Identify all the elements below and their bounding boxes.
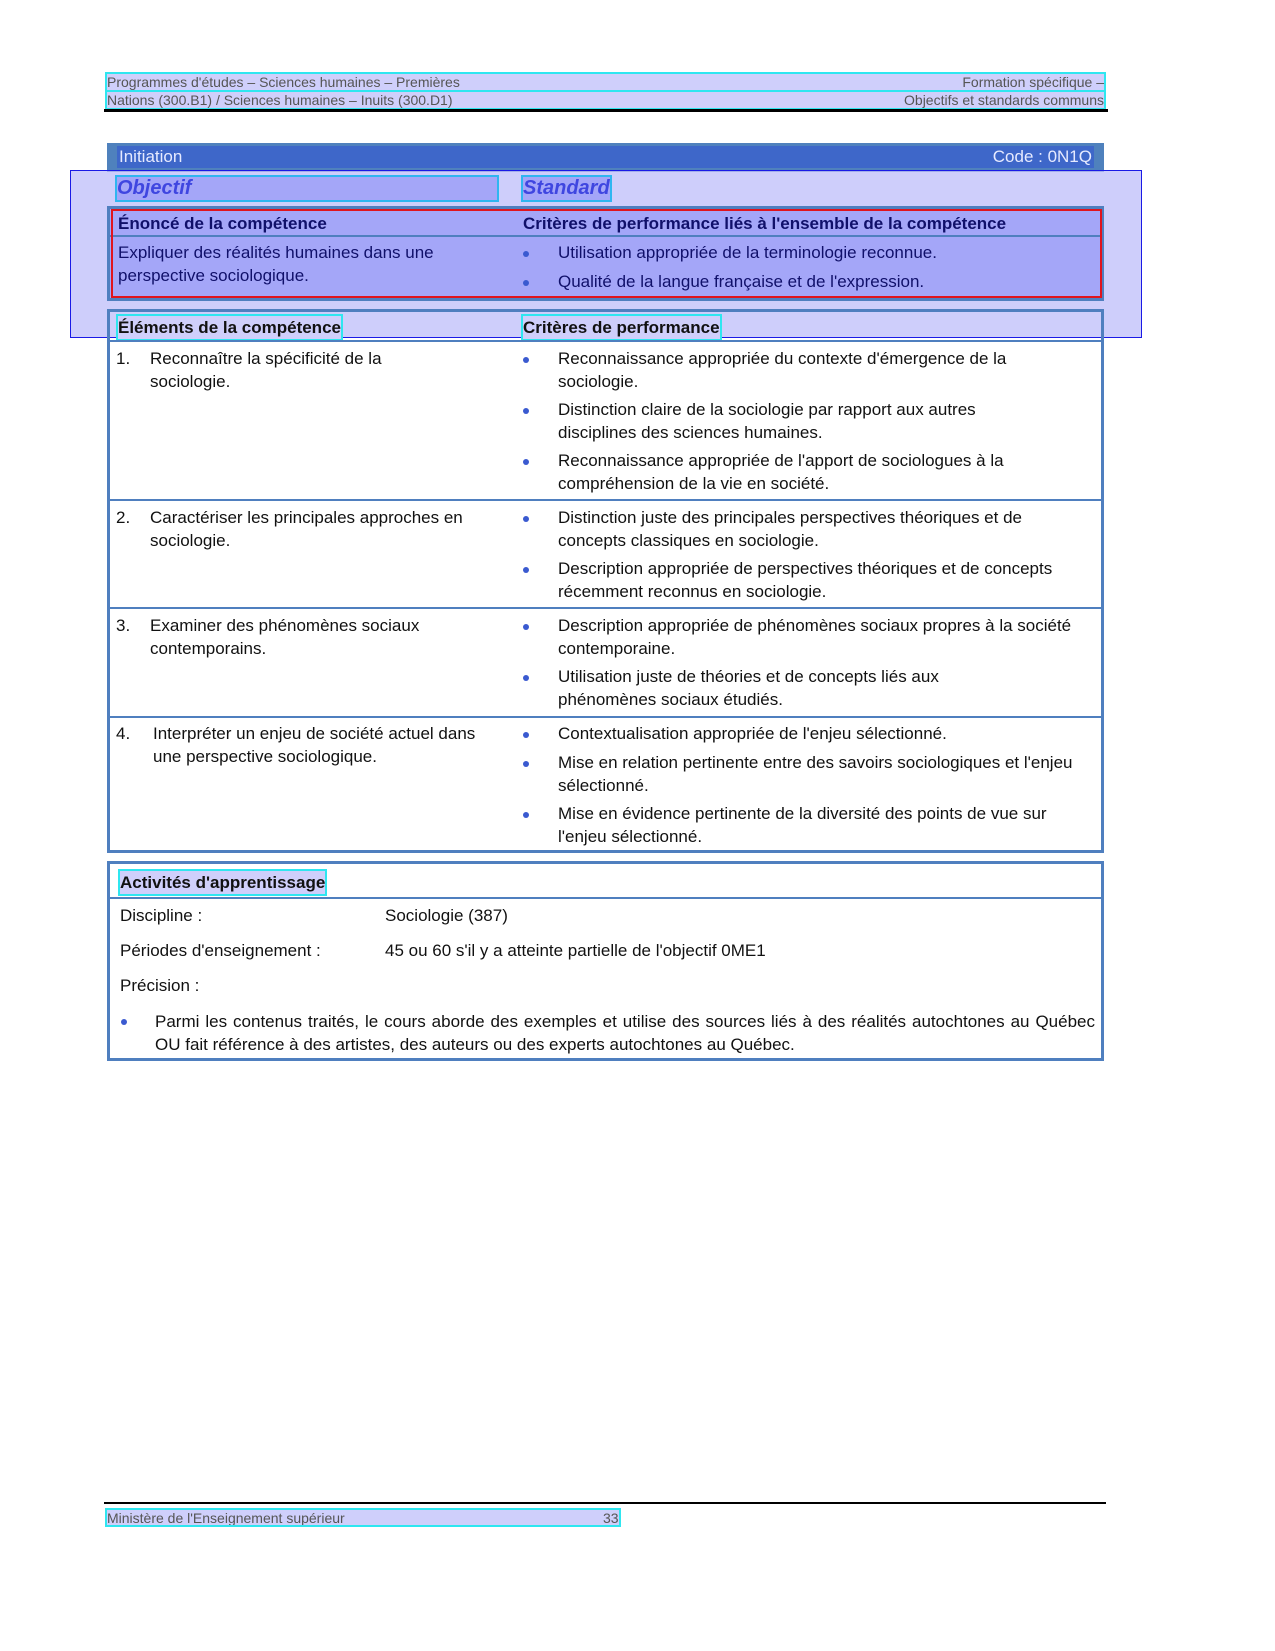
element-text: Examiner des phénomènes sociaux contemporains. [150,616,420,658]
criterion: Contextualisation appropriée de l'enjeu sélectionné. [558,724,947,743]
precision-label: Précision : [120,976,200,995]
criterion: Mise en évidence pertinente de la diversité des points de vue sur l'enjeu sélectionné. [558,804,1047,846]
element-text: Reconnaître la spécificité de la sociologie. [150,349,382,391]
criteria-heading: Critères de performance [523,318,720,337]
course-code: Code : 0N1Q [992,147,1092,166]
header-line-1 [107,74,1104,90]
element-text: Interpréter un enjeu de société actuel dans une perspective sociologique. [153,724,476,766]
discipline-label: Discipline : [120,906,203,925]
element-number: 4. [116,724,131,743]
course-banner [107,143,1104,172]
standard-label: Standard [523,177,610,199]
element-text: Caractériser les principales approches en sociologie. [150,508,463,550]
activities-heading: Activités d'apprentissage [120,873,326,892]
criterion: Reconnaissance appropriée de l'apport de sociologues à la compréhension de la vie en société. [558,451,1004,493]
periods-value: 45 ou 60 s'il y a atteinte partielle de l'objectif 0ME1 [385,941,766,960]
discipline-value: Sociologie (387) [385,906,508,925]
precision-text: Parmi les contenus traités, le cours aborde des exemples et utilise des sources liés à des réalités autochtones au Québec OU fait référence à des artistes, des auteurs ou des experts autochtones au Québec. [155,1012,1095,1054]
header-formation: Formation spécifique – [962,74,1104,90]
course-title: Initiation [119,147,183,166]
competence-criteria-heading: Critères de performance liés à l'ensemble de la compétence [523,214,1007,233]
criterion: Distinction claire de la sociologie par rapport aux autres disciplines des sciences humaines. [558,400,976,442]
activities-box [107,861,1104,1061]
criterion: Reconnaissance appropriée du contexte d'émergence de la sociologie. [558,349,1007,391]
header-program-codes: Nations (300.B1) / Sciences humaines – Inuits (300.D1) [107,92,453,108]
header-rule [104,109,1108,112]
page-number: 33 [603,1510,619,1526]
footer-rule [104,1502,1106,1504]
competence-statement: Expliquer des réalités humaines dans une perspective sociologique. [118,243,434,285]
criterion: Description appropriée de perspectives théoriques et de concepts récemment reconnus en sociologie. [558,559,1053,601]
header-section: Objectifs et standards communs [904,92,1104,108]
competence-criterion: Qualité de la langue française et de l'expression. [558,272,925,291]
criterion: Mise en relation pertinente entre des savoirs sociologiques et l'enjeu sélectionné. [558,753,1073,795]
competence-heading: Énoncé de la compétence [118,214,327,233]
competence-criterion: Utilisation appropriée de la terminologie reconnue. [558,243,937,262]
periods-label: Périodes d'enseignement : [120,941,321,960]
criterion: Description appropriée de phénomènes sociaux propres à la société contemporaine. [558,616,1072,658]
elements-heading: Éléments de la compétence [118,318,341,337]
elements-table [107,309,1104,853]
criterion: Utilisation juste de théories et de concepts liés aux phénomènes sociaux étudiés. [558,667,939,709]
element-number: 3. [116,616,131,635]
footer-ministry: Ministère de l'Enseignement supérieur [107,1510,345,1526]
element-number: 2. [116,508,131,527]
element-number: 1. [116,349,131,368]
highlight-box [111,209,1102,298]
criterion: Distinction juste des principales perspectives théoriques et de concepts classiques en sociologie. [558,508,1022,550]
objectif-label: Objectif [117,177,497,200]
header-line-2 [107,92,1104,108]
header-program: Programmes d'études – Sciences humaines – Premières [107,74,460,90]
footer [107,1510,619,1525]
